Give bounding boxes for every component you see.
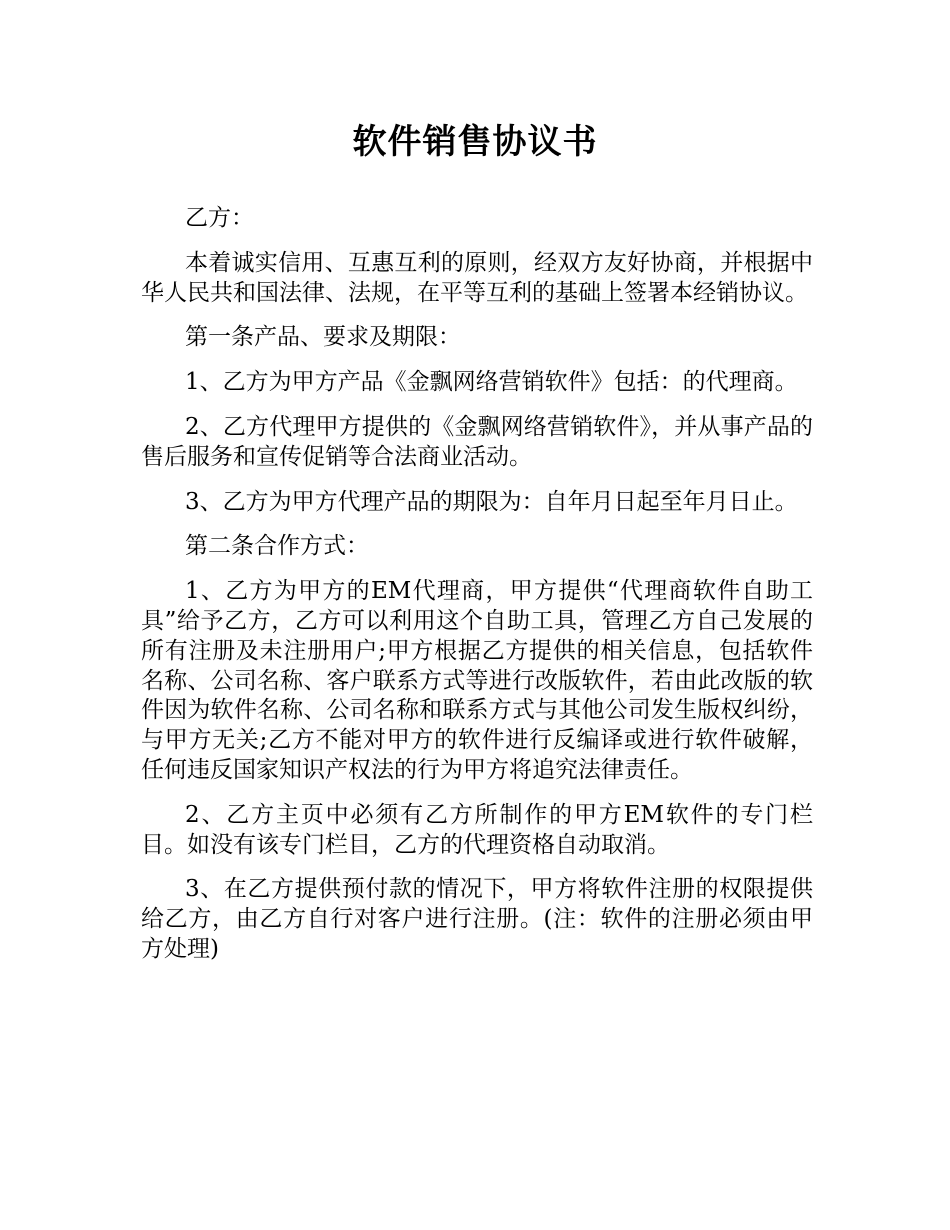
party-b-line: 乙方： — [185, 205, 254, 231]
preamble-paragraph: 本着诚实信用、互惠互利的原则，经双方友好协商，并根据中华人民共和国法律、法规，在平等互利的基础上签署本经销协议。 — [141, 249, 813, 306]
document-body — [141, 204, 813, 980]
article-1-heading: 第一条产品、要求及期限： — [185, 324, 461, 351]
article-2-clause-2: 2、乙方主页中必须有乙方所制作的甲方EM软件的专门栏目。如没有该专门栏目，乙方的代理资格自动取消。 — [141, 801, 813, 858]
article-1-clause-3: 3、乙方为甲方代理产品的期限为：自年月日起至年月日止。 — [185, 488, 798, 515]
article-2-heading: 第二条合作方式： — [185, 533, 369, 560]
article-2-clause-3: 3、在乙方提供预付款的情况下，甲方将软件注册的权限提供给乙方，由乙方自行对客户进行注册。(注：软件的注册必须由甲方处理) — [141, 876, 813, 962]
document-title: 软件销售协议书 — [352, 122, 598, 162]
article-1-clause-2: 2、乙方代理甲方提供的《金飘网络营销软件》，并从事产品的售后服务和宣传促销等合法商业活动。 — [141, 413, 813, 470]
article-2-clause-1: 1、乙方为甲方的EM代理商，甲方提供“代理商软件自助工具”给予乙方，乙方可以利用这个自助工具，管理乙方自己发展的所有注册及未注册用户;甲方根据乙方提供的相关信息，包括软件名称、公司名称、客户联系方式等进行改版软件，若由此改版的软件因为软件名称、公司名称和联系方式与其他公司发生版权纠纷，与甲方无关;乙方不能对甲方的软件进行反编译或进行软件破解，任何违反国家知识产权法的行为甲方将追究法律责任。 — [141, 578, 813, 783]
article-1-clause-1: 1、乙方为甲方产品《金飘网络营销软件》包括：的代理商。 — [185, 369, 798, 396]
